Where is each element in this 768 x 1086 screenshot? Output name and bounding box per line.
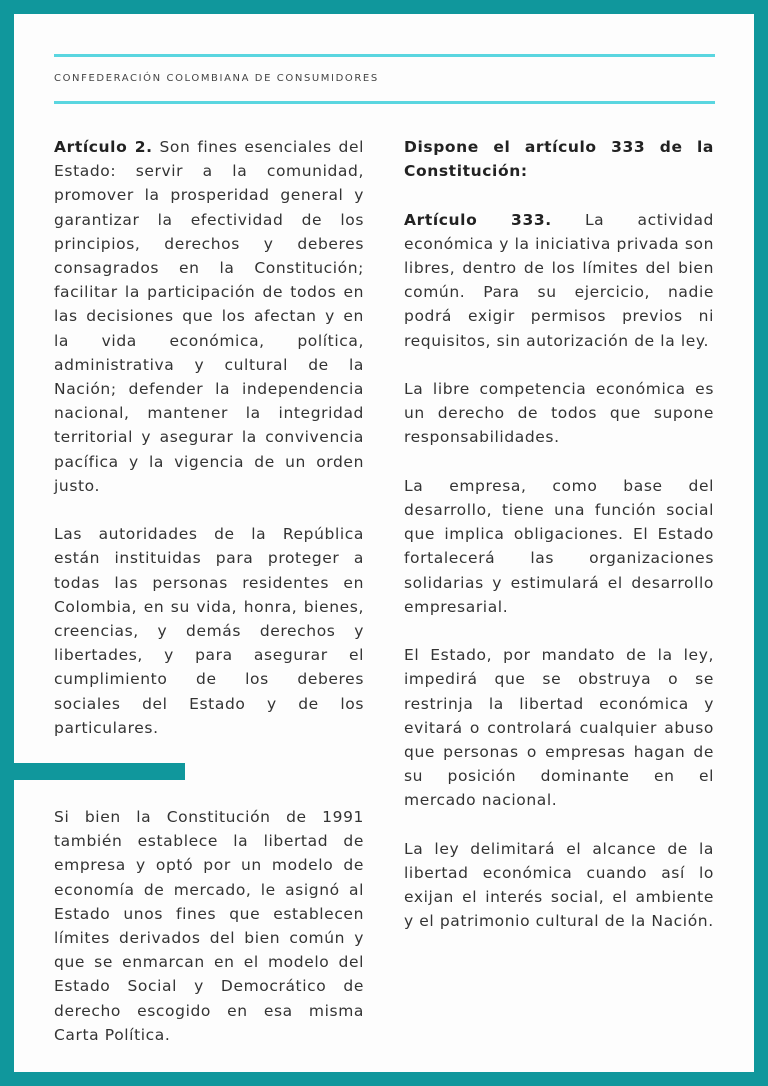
- top-rule: [54, 54, 715, 57]
- accent-bar: [14, 763, 185, 780]
- authorities-paragraph: Las autoridades de la República están instituidas para proteger a todas las personas residentes en Colombia, en su vida, honra, bienes, creencias, y demás derechos y libertades, y para asegurar el cumplimiento de los deberes sociales del Estado y de los particulares.: [54, 525, 364, 737]
- article-2-text: Son fines esenciales del Estado: servir a la comunidad, promover la prosperidad general y garantizar la efectividad de los principios, derechos y deberes consagrados en la Constitución; facilitar la participación de todos en las decisiones que los afectan y en la vida económica, política, administrativa y cultural de la Nación; defender la independencia nacional, mantener la integridad territorial y asegurar la convivencia pacífica y la vigencia de un orden justo.: [54, 138, 365, 495]
- article-2-label: Artículo 2.: [54, 138, 153, 156]
- article-333-text: La actividad económica y la iniciativa privada son libres, dentro de los límites del bien común. Para su ejercicio, nadie podrá exigir permisos previos ni requisitos, sin autorización de la ley.: [404, 210, 714, 350]
- enterprise-paragraph: La empresa, como base del desarrollo, tiene una función social que implica obligaciones. El Estado fortalecerá las organizaciones solidarias y estimulará el desarrollo empresarial.: [404, 476, 714, 616]
- header-rule: [54, 101, 715, 104]
- document-page: [14, 14, 754, 1072]
- article-333-heading: [404, 135, 714, 183]
- constitution-1991-paragraph: Si bien la Constitución de 1991 también establece la libertad de empresa y optó por un modelo de economía de mercado, le asignó al Estado unos fines que establecen límites derivados del bien común y que se enmarcan en el modelo del Estado Social y Democrático de derecho escogido en esa misma Carta Política.: [54, 808, 364, 1044]
- article-333-label: Artículo 333.: [404, 210, 552, 229]
- left-bottom-block: [54, 805, 364, 1047]
- organization-header: CONFEDERACIÓN COLOMBIANA DE CONSUMIDORES: [54, 73, 379, 84]
- article-333-paragraph: [404, 208, 714, 353]
- article-333-heading-text: Dispone el artículo 333 de la Constitución:: [404, 138, 714, 181]
- article-2-paragraph: [54, 135, 364, 498]
- left-column: [54, 135, 364, 764]
- free-competition-paragraph: La libre competencia económica es un derecho de todos que supone responsabilidades.: [404, 380, 714, 447]
- law-limits-paragraph: La ley delimitará el alcance de la libertad económica cuando así lo exijan el interés social, el ambiente y el patrimonio cultural de la Nación.: [404, 839, 714, 931]
- right-column: [404, 135, 714, 958]
- state-mandate-paragraph: El Estado, por mandato de la ley, impedirá que se obstruya o se restrinja la libertad económica y evitará o controlará cualquier abuso que personas o empresas hagan de su posición dominante en el mercado nacional.: [404, 646, 714, 810]
